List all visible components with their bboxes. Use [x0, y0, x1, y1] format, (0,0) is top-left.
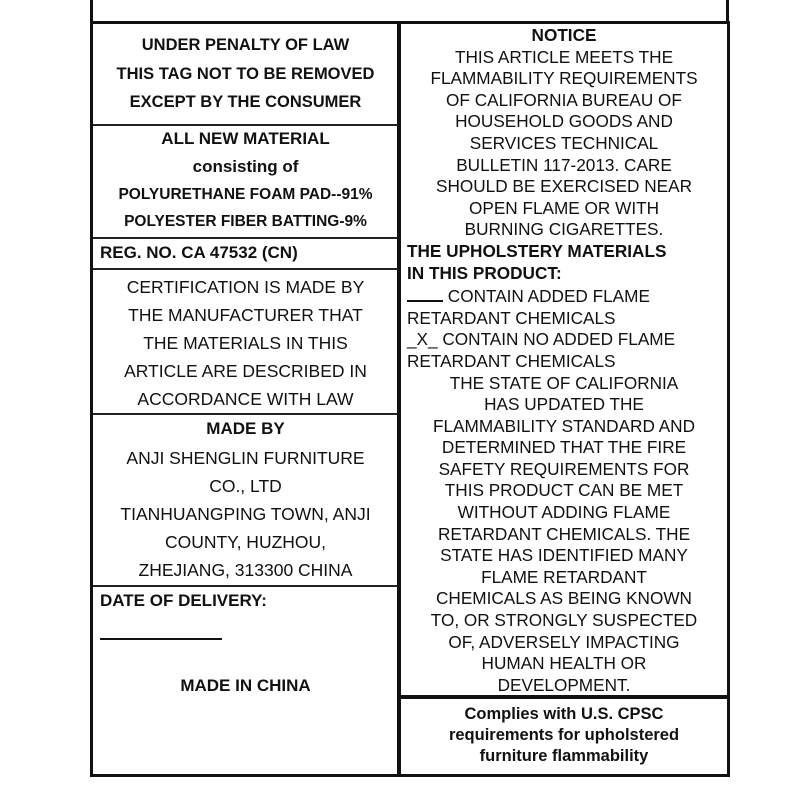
material-consisting: consisting of [192, 157, 299, 176]
divider [93, 268, 398, 270]
option-line: RETARDANT CHEMICALS [407, 307, 616, 328]
certification-line: THE MANUFACTURER THAT [128, 305, 363, 325]
material-item: POLYURETHANE FOAM PAD--91% [118, 186, 373, 203]
state-line: DEVELOPMENT. [497, 674, 631, 695]
notice-line: BURNING CIGARETTES. [464, 219, 664, 240]
penalty-line: UNDER PENALTY OF LAW [141, 36, 350, 54]
delivery-date-blank [100, 638, 222, 640]
cpsc-line: Complies with U.S. CPSC [464, 705, 664, 723]
checkbox-blank [407, 284, 443, 302]
cpsc-compliance [401, 704, 727, 767]
certification-line: ACCORDANCE WITH LAW [137, 389, 354, 409]
state-line: FLAME RETARDANT [481, 566, 647, 587]
notice-line: SERVICES TECHNICAL [469, 132, 659, 153]
state-line: OF, ADVERSELY IMPACTING [448, 631, 680, 652]
notice-line: OF CALIFORNIA BUREAU OF [446, 89, 682, 110]
cpsc-line: furniture flammability [479, 747, 649, 765]
cpsc-line: requirements for upholstered [448, 726, 680, 744]
made-by-line: TIANHUANGPING TOWN, ANJI [120, 504, 371, 524]
option-line: RETARDANT CHEMICALS [407, 350, 616, 371]
option-no-added-flame [401, 329, 727, 351]
penalty-line: THIS TAG NOT TO BE REMOVED [116, 65, 375, 83]
checkbox-marked: _X_ [407, 329, 438, 350]
notice-line: HOUSEHOLD GOODS AND [455, 111, 673, 132]
notice-line: THIS ARTICLE MEETS THE [454, 46, 674, 67]
notice-text [401, 25, 727, 696]
notice-line: BULLETIN 117-2013. CARE [456, 154, 672, 175]
state-line: SAFETY REQUIREMENTS FOR [438, 458, 690, 479]
notice-heading: NOTICE [531, 25, 597, 45]
option-text: CONTAIN ADDED FLAME [447, 286, 650, 307]
material-heading: ALL NEW MATERIAL [161, 129, 330, 148]
state-line: FLAMMABILITY STANDARD AND [433, 415, 695, 436]
certification-line: CERTIFICATION IS MADE BY [126, 277, 365, 297]
state-line: CHEMICALS AS BEING KNOWN [436, 588, 692, 609]
made-by-line: CO., LTD [209, 476, 282, 496]
made-by-line: ANJI SHENGLIN FURNITURE [126, 448, 365, 468]
divider [93, 585, 398, 587]
made-in-label: MADE IN CHINA [180, 676, 311, 695]
state-line: HAS UPDATED THE [484, 394, 644, 415]
made-by-line: ZHEJIANG, 313300 CHINA [138, 560, 353, 580]
date-of-delivery-label: DATE OF DELIVERY: [100, 591, 267, 610]
certification-line: THE MATERIALS IN THIS [143, 333, 348, 353]
made-by-heading: MADE BY [206, 419, 285, 438]
upholstery-heading: IN THIS PRODUCT: [407, 262, 562, 283]
certification-line: ARTICLE ARE DESCRIBED IN [124, 361, 367, 381]
option-added-flame [401, 284, 727, 308]
penalty-line: EXCEPT BY THE CONSUMER [129, 93, 362, 111]
option-text: CONTAIN NO ADDED FLAME [442, 329, 676, 350]
state-line: RETARDANT CHEMICALS. THE [437, 523, 691, 544]
state-line: TO, OR STRONGLY SUSPECTED [430, 610, 698, 631]
state-line: HUMAN HEALTH OR [481, 653, 647, 674]
state-line: THE STATE OF CALIFORNIA [449, 372, 679, 393]
divider [93, 237, 398, 239]
state-line: DETERMINED THAT THE FIRE [441, 437, 687, 458]
made-by-line: COUNTY, HUZHOU, [164, 532, 327, 552]
divider [93, 124, 398, 126]
material-item: POLYESTER FIBER BATTING-9% [124, 213, 367, 230]
notice-line: FLAMMABILITY REQUIREMENTS [430, 68, 698, 89]
upholstery-heading: THE UPHOLSTERY MATERIALS [407, 240, 667, 261]
reg-number: REG. NO. CA 47532 (CN) [100, 243, 298, 262]
notice-line: OPEN FLAME OR WITH [468, 197, 660, 218]
divider [93, 413, 398, 415]
state-line: STATE HAS IDENTIFIED MANY [440, 545, 688, 566]
state-line: WITHOUT ADDING FLAME [457, 502, 671, 523]
state-line: THIS PRODUCT CAN BE MET [444, 480, 684, 501]
notice-line: SHOULD BE EXERCISED NEAR [436, 176, 692, 197]
